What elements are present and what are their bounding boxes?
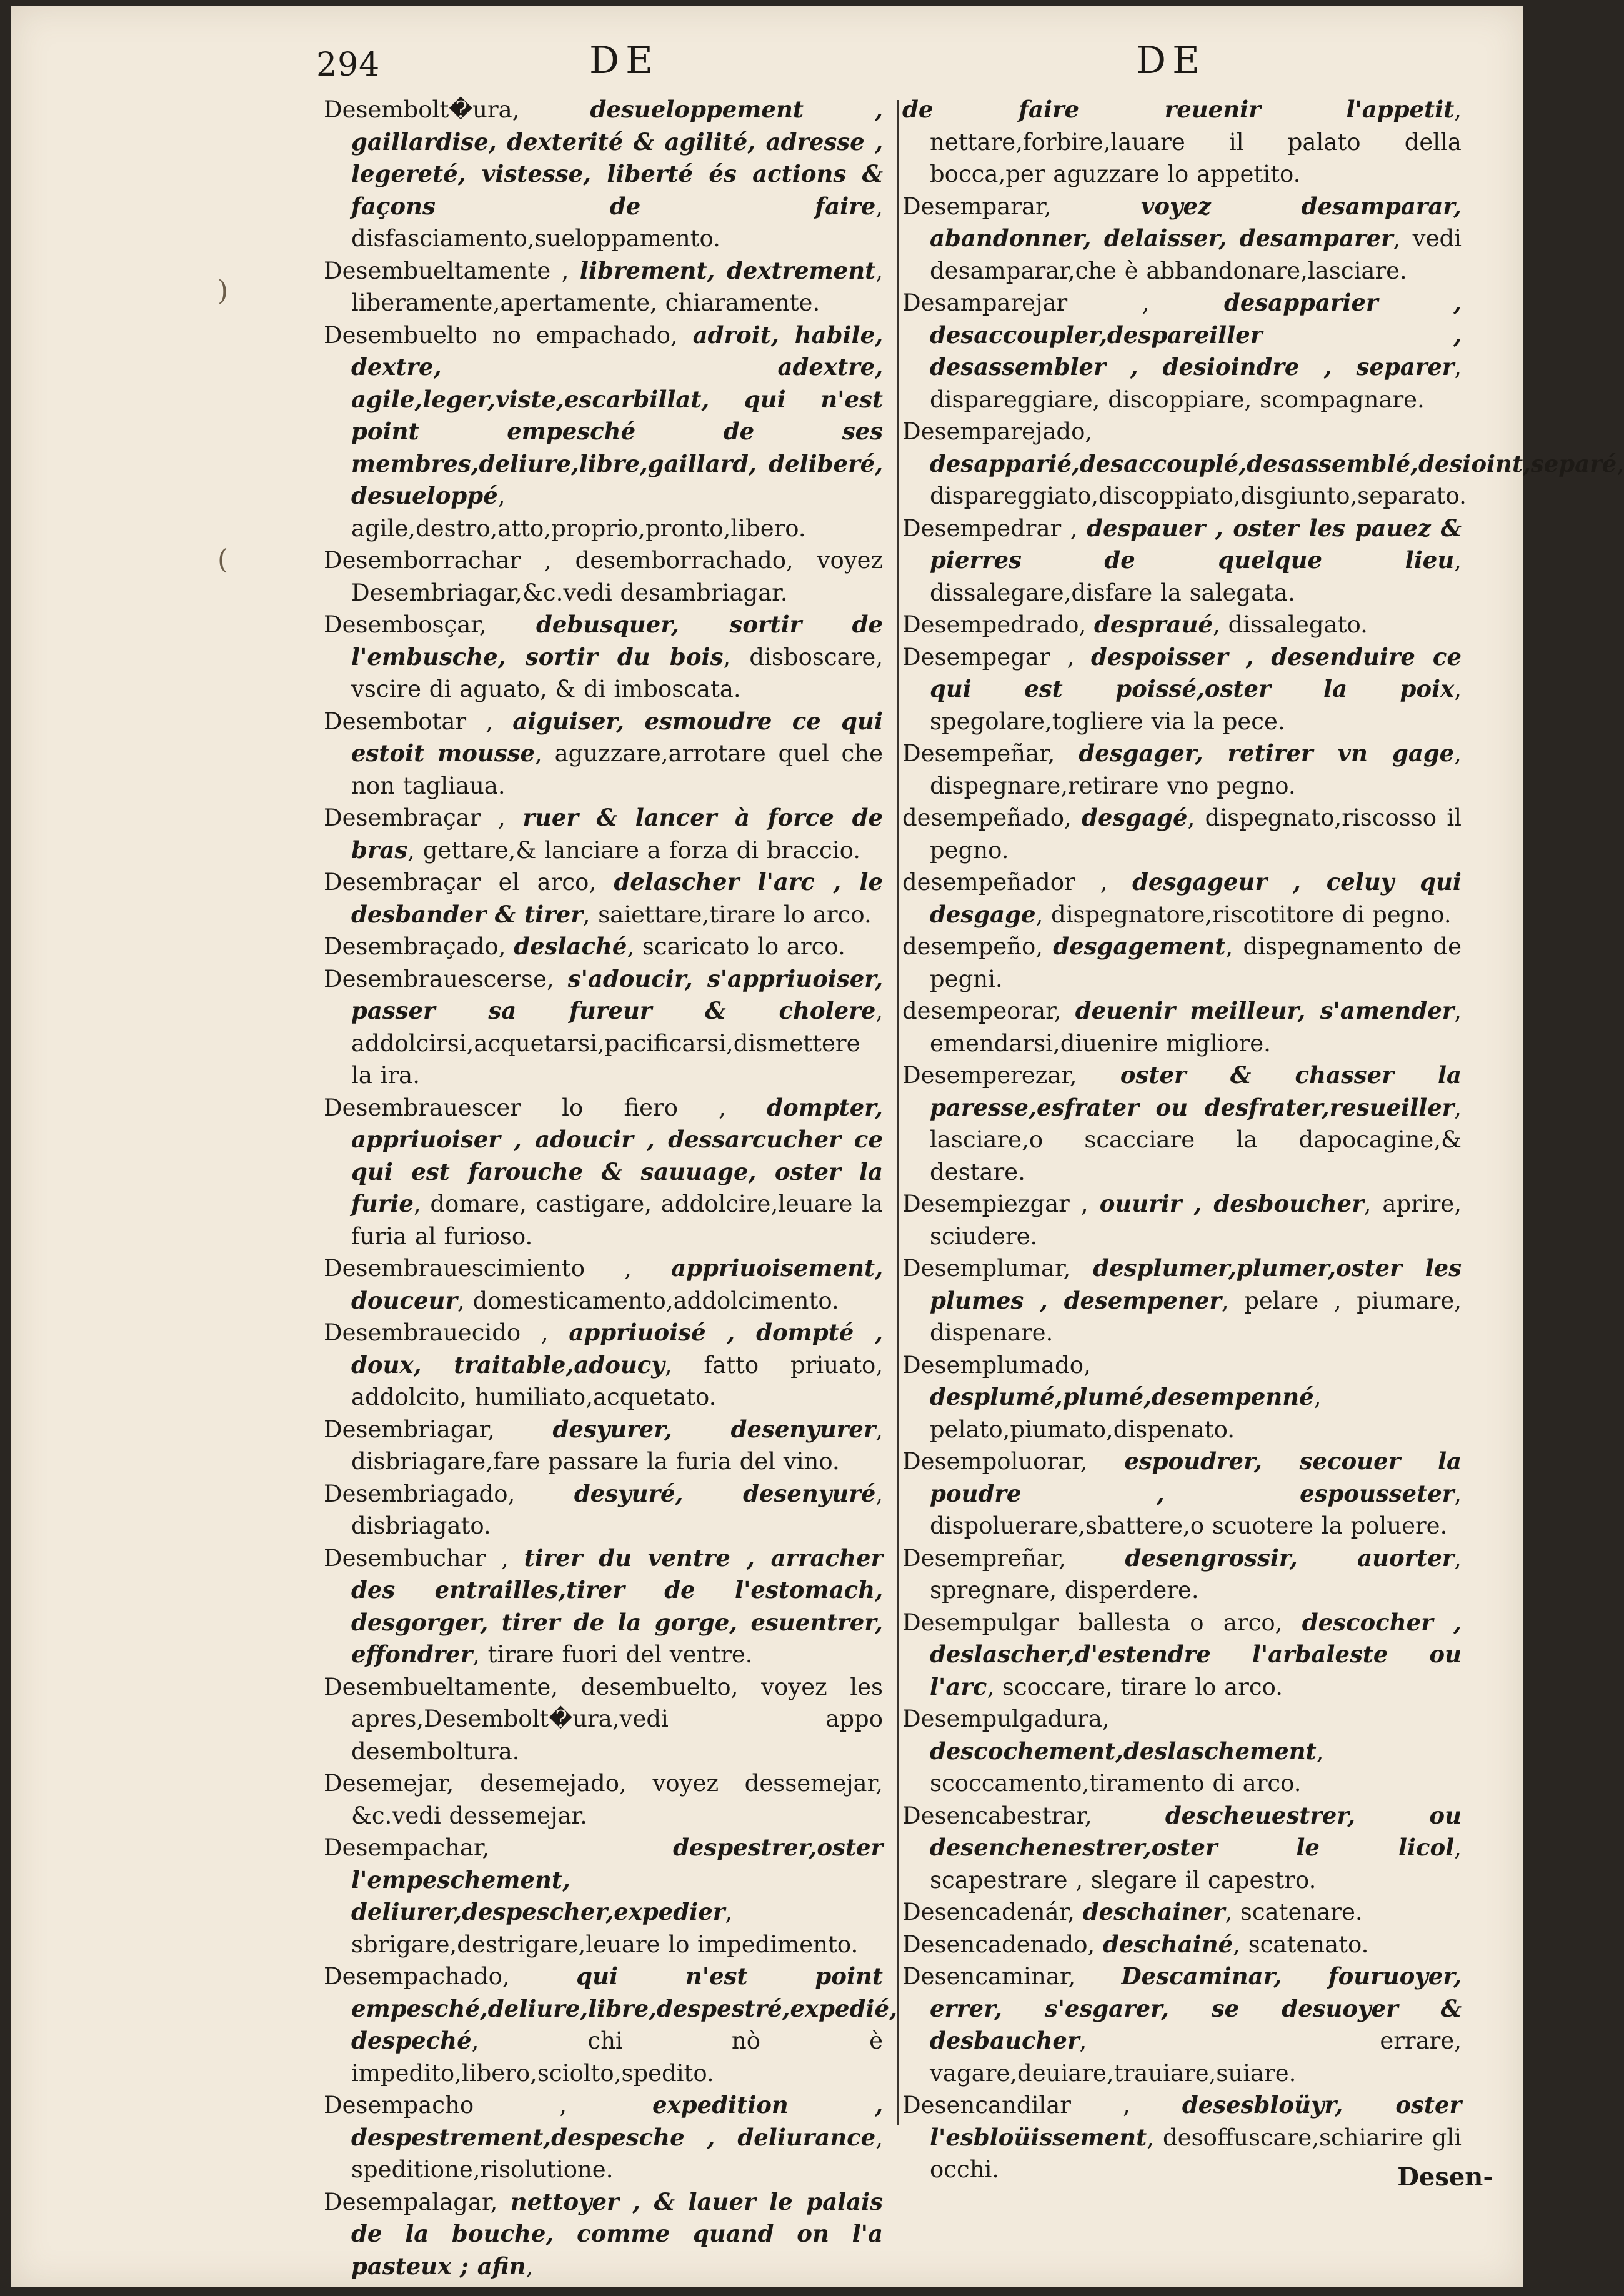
italian-gloss: vedi desamparar,che è abbandonare,lasciare.	[930, 225, 1462, 284]
dictionary-entry	[324, 1542, 883, 1671]
entry-headword: Desembrauescer lo fiero ,	[324, 1094, 726, 1121]
french-gloss: tirer du ventre , arracher des entrailles,tirer de l'estomach, desgorger, tirer de la gorge, esuentrer, effondrer ,	[351, 1544, 883, 1669]
french-gloss: deschainer ,	[1083, 1898, 1240, 1925]
italian-gloss: dispoluerare,sbattere,o scuotere la poluere.	[930, 1512, 1448, 1539]
entry-headword: Desempachado,	[324, 1963, 510, 1990]
margin-mark: (	[217, 544, 229, 576]
dictionary-entry	[324, 963, 883, 1092]
dictionary-entry	[902, 2089, 1462, 2186]
dictionary-entry	[902, 1059, 1462, 1188]
dictionary-entry	[902, 802, 1462, 866]
running-head-right: DE	[1136, 39, 1206, 82]
french-gloss: oster & chasser la paresse,esfrater ou desfrater,resueiller ,	[930, 1061, 1462, 1121]
dictionary-entry	[324, 2186, 883, 2283]
italian-gloss: gettare,& lanciare a forza di braccio.	[422, 836, 860, 864]
entry-headword: Desempoluorar,	[902, 1448, 1088, 1475]
italian-gloss: saiettare,tirare lo arco.	[598, 901, 872, 928]
dictionary-entry	[902, 1960, 1462, 2089]
french-gloss: desgagement ,	[1053, 932, 1243, 960]
italian-gloss: disboscare, vscire di aguato, & di imboscata.	[351, 643, 883, 702]
italian-gloss: spregnare, disperdere.	[930, 1577, 1199, 1604]
dictionary-entry	[324, 1252, 883, 1317]
dictionary-entry	[324, 94, 883, 255]
entry-headword: Desencadenár,	[902, 1899, 1075, 1925]
italian-gloss: disfasciamento,sueloppamento.	[351, 225, 720, 252]
italian-gloss: scatenato.	[1248, 1930, 1369, 1958]
dictionary-entry	[902, 287, 1462, 416]
french-gloss: dompter, appriuoiser , adoucir , dessarcucher ce qui est farouche & sauuage, oster la furie ,	[351, 1094, 883, 1218]
italian-gloss: disbriagare,fare passare la furia del vino.	[351, 1448, 840, 1475]
french-gloss: appriuoisé , dompté , doux, traitable,adoucy ,	[351, 1319, 883, 1379]
margin-mark: )	[217, 275, 229, 307]
french-gloss: qui n'est point empesché,deliure,libre,despestré,expedié, despeché ,	[351, 1962, 897, 2054]
dictionary-entry	[324, 1960, 897, 2089]
french-gloss: espoudrer, secouer la poudre , espousseter ,	[930, 1447, 1462, 1507]
dictionary-entry	[902, 931, 1462, 995]
italian-gloss: errare, vagare,deuiare,trauiare,suiare.	[930, 2027, 1462, 2087]
french-gloss: adroit, habile, dextre, adextre, agile,leger,viste,escarbillat, qui n'est point empesché de ses membres,deliure,libre,gaillard, deliberé, desueloppé ,	[351, 321, 883, 510]
italian-gloss: dissalegato.	[1228, 611, 1368, 638]
dictionary-entry	[902, 1896, 1462, 1929]
french-gloss: desplumer,plumer,oster les plumes , desempener ,	[930, 1254, 1462, 1314]
italian-gloss: disbriagato.	[351, 1512, 491, 1539]
french-gloss: aiguiser, esmoudre ce qui estoit mousse ,	[351, 707, 883, 767]
italian-gloss: scoccare, tirare lo arco.	[1002, 1673, 1283, 1700]
entry-headword: Desempiezgar ,	[902, 1190, 1088, 1217]
italian-gloss: dispegnatore,riscotitore di pegno.	[1051, 901, 1452, 928]
dictionary-entry	[324, 1832, 883, 1960]
italian-gloss: domare, castigare, addolcire,leuare la furia al furioso.	[351, 1190, 883, 1250]
dictionary-entry	[902, 1703, 1462, 1800]
entry-headword: desempeñado,	[902, 804, 1072, 831]
french-gloss: deschainé ,	[1103, 1930, 1248, 1958]
entry-headword: Desembueltamente ,	[324, 257, 569, 284]
entry-headword: Desempalagar,	[324, 2188, 498, 2215]
italian-gloss: dispareggiare, discoppiare, scompagnare.	[930, 386, 1425, 413]
dictionary-entry	[324, 1414, 883, 1478]
entry-headword: Desembriagado,	[324, 1480, 516, 1507]
entry-headword: Desempeñar,	[902, 740, 1055, 767]
entry-headword: Desemperezar,	[902, 1062, 1077, 1089]
entry-headword: Desembraçar el arco,	[324, 869, 597, 896]
italian-gloss: domesticamento,addolcimento.	[472, 1287, 839, 1314]
dictionary-entry	[902, 995, 1462, 1059]
italian-gloss: tirare fuori del ventre.	[487, 1641, 753, 1668]
entry-headword: desempeorar,	[902, 997, 1062, 1024]
italian-gloss: fatto priuato, addolcito, humiliato,acquetato.	[351, 1351, 883, 1410]
french-gloss: despraué ,	[1094, 611, 1228, 638]
dictionary-entry	[902, 866, 1462, 931]
italian-gloss: spegolare,togliere via la pece.	[930, 707, 1285, 735]
french-gloss: desengrossir, auorter ,	[1125, 1544, 1462, 1572]
entry-headword: Desembuchar ,	[324, 1544, 509, 1572]
dictionary-entry	[324, 1671, 883, 1768]
french-gloss: desesbloüyr, oster l'esbloüissement ,	[930, 2091, 1462, 2151]
french-gloss: ruer & lancer à force de bras ,	[351, 804, 883, 864]
italian-gloss: dispegnato,riscosso il pegno.	[930, 804, 1462, 864]
entry-headword: Desemplumar,	[902, 1255, 1071, 1282]
dictionary-entry	[324, 609, 883, 706]
entry-headword: Desempacho ,	[324, 2092, 567, 2119]
french-gloss: delascher l'arc , le desbander & tirer ,	[351, 868, 883, 928]
italian-gloss: speditione,risolutione.	[351, 2156, 614, 2183]
french-gloss: deuenir meilleur, s'amender ,	[1075, 997, 1462, 1024]
italian-gloss: desemborrachado, voyez Desembriagar,&c.vedi desambriagar.	[351, 547, 884, 606]
dictionary-entry	[902, 737, 1462, 802]
french-gloss: deslaché ,	[514, 932, 642, 960]
italian-gloss: aguzzare,arrotare quel che non tagliaua.	[351, 740, 883, 799]
entry-headword: Desamparejar ,	[902, 289, 1150, 316]
dictionary-entry	[902, 609, 1462, 641]
dictionary-entry	[902, 1800, 1462, 1897]
italian-gloss: pelato,piumato,dispenato.	[930, 1415, 1235, 1443]
dictionary-entry	[902, 191, 1462, 287]
french-gloss: desgager, retirer vn gage ,	[1079, 739, 1462, 767]
italian-gloss: lasciare,o scacciare la dapocagine,& destare.	[930, 1126, 1462, 1185]
dictionary-entry	[902, 512, 1462, 609]
entry-headword: Desempedrado,	[902, 611, 1087, 638]
dictionary-entry	[324, 1767, 883, 1832]
italian-gloss: emendarsi,diuenire migliore.	[930, 1029, 1271, 1057]
italian-gloss: scaricato lo arco.	[642, 933, 845, 960]
entry-headword: desempeño,	[902, 933, 1043, 960]
french-gloss: desapparié,desaccouplé,desassemblé,desioint,separé ,	[930, 450, 1624, 477]
italian-gloss: dissalegare,disfare la salegata.	[930, 579, 1295, 606]
book-page	[11, 6, 1617, 2287]
dictionary-entry	[902, 1188, 1462, 1252]
dictionary-entry	[324, 802, 883, 866]
entry-headword: Desemparar,	[902, 192, 1052, 220]
french-gloss: debusquer, sortir de l'embusche, sortir du bois ,	[351, 611, 883, 671]
french-gloss: despestrer,oster l'empeschement, deliurer,despescher,expedier ,	[351, 1834, 883, 1925]
french-gloss: expedition , despestrement,despesche , deliurance ,	[351, 2091, 883, 2151]
italian-gloss: liberamente,apertamente, chiaramente.	[351, 289, 820, 316]
entry-headword: Desemborrachar ,	[324, 547, 552, 574]
entry-headword: Desempulgadura,	[902, 1705, 1110, 1732]
french-gloss: despoisser , desenduire ce qui est poissé,oster la poix ,	[930, 643, 1462, 703]
dictionary-entry	[324, 866, 883, 931]
french-gloss: appriuoisement, douceur ,	[351, 1254, 883, 1314]
french-gloss: desapparier , desaccoupler,despareiller , desassembler , desioindre , separer ,	[930, 289, 1462, 381]
french-gloss: descheuestrer, ou desenchenestrer,oster le licol ,	[930, 1802, 1462, 1862]
italian-gloss: agile,destro,atto,proprio,pronto,libero.	[351, 514, 806, 542]
french-gloss: desueloppement , gaillardise, dexterité & agilité, adresse , legereté, vistesse, liberté és actions & façons de faire ,	[351, 96, 883, 220]
entry-headword: Desencaminar,	[902, 1963, 1076, 1990]
french-gloss: s'adoucir, s'appriuoiser, passer sa fureur & cholere ,	[351, 965, 883, 1025]
french-gloss: voyez desamparar, abandonner, delaisser, desamparer ,	[930, 192, 1462, 252]
dictionary-entry	[902, 416, 1617, 512]
french-gloss: despauer , oster les pauez & pierres de quelque lieu ,	[930, 514, 1462, 574]
french-gloss: desplumé,plumé,desempenné ,	[930, 1383, 1322, 1410]
entry-headword: Desempreñar,	[902, 1544, 1067, 1572]
dictionary-entry	[902, 1252, 1462, 1349]
italian-gloss: scapestrare , slegare il capestro.	[930, 1866, 1317, 1894]
dictionary-entry	[324, 319, 883, 545]
dictionary-entry	[324, 1478, 883, 1542]
french-gloss: ouurir , desboucher ,	[1100, 1190, 1383, 1217]
entry-headword: Desembueltamente,	[324, 1673, 559, 1700]
italian-gloss: sbrigare,destrigare,leuare lo impedimento.	[351, 1930, 859, 1958]
italian-gloss: dispareggiato,discoppiato,disgiunto,separato.	[930, 482, 1467, 509]
entry-headword: Desempulgar ballesta o arco,	[902, 1609, 1283, 1636]
entry-headword: Desembraçado,	[324, 933, 506, 960]
italian-gloss: desembuelto, voyez les apres,Desembolt�ura,vedi appo desemboltura.	[351, 1673, 883, 1765]
running-head-left: DE	[589, 39, 659, 82]
dictionary-entry	[902, 94, 1462, 191]
dictionary-entry	[324, 1317, 883, 1414]
dictionary-entry	[902, 1929, 1462, 1961]
entry-headword: Desempedrar ,	[902, 514, 1078, 542]
entry-headword: Desencabestrar,	[902, 1802, 1092, 1829]
entry-headword: Desembosçar,	[324, 611, 487, 638]
italian-gloss: desoffuscare,schiarire gli occhi.	[930, 2124, 1462, 2183]
column-divider	[897, 100, 899, 2125]
entry-headword: Desempegar ,	[902, 643, 1075, 671]
right-column	[902, 94, 1617, 2186]
dictionary-entry	[324, 2089, 883, 2186]
french-gloss: desgageur , celuy qui desgage ,	[930, 868, 1462, 928]
entry-headword: Desembraçar ,	[324, 804, 506, 831]
italian-gloss: desemejado, voyez dessemejar, &c.vedi dessemejar.	[351, 1770, 884, 1829]
running-header	[11, 34, 1523, 96]
entry-headword: Desemejar,	[324, 1770, 454, 1797]
dictionary-entry	[324, 1092, 883, 1253]
french-gloss: Descaminar, fouruoyer, errer, s'esgarer, se desuoyer & desbaucher ,	[930, 1962, 1462, 2054]
italian-gloss: dispegnare,retirare vno pegno.	[930, 772, 1296, 799]
dictionary-entry	[324, 931, 883, 963]
entry-headword: Desembrauescimiento ,	[324, 1255, 632, 1282]
page-number: 294	[316, 46, 381, 84]
dictionary-entry	[324, 706, 883, 802]
french-gloss: librement, dextrement ,	[580, 257, 883, 284]
entry-headword: Desembotar ,	[324, 707, 494, 735]
french-gloss: nettoyer , & lauer le palais de la bouche, comme quand on l'a pasteux ; afin ,	[351, 2188, 883, 2280]
french-gloss: desgagé ,	[1082, 804, 1205, 831]
dictionary-entry	[902, 1607, 1462, 1704]
french-gloss: desyurer, desenyurer ,	[553, 1415, 883, 1443]
italian-gloss: scatenare.	[1240, 1899, 1363, 1925]
italian-gloss: scoccamento,tiramento di arco.	[930, 1770, 1302, 1797]
italian-gloss: pelare , piumare, dispenare.	[930, 1287, 1462, 1346]
dictionary-entry	[902, 641, 1462, 738]
french-gloss: desyuré, desenyuré ,	[574, 1480, 883, 1507]
italian-gloss: chi nò è impedito,libero,sciolto,spedito.	[351, 2027, 883, 2087]
entry-headword: Desembrauescerse,	[324, 965, 554, 992]
italian-gloss: addolcirsi,acquetarsi,pacificarsi,dismettere la ira.	[351, 1029, 860, 1089]
italian-gloss: dispegnamento de pegni.	[930, 933, 1462, 992]
entry-headword: desempeñador ,	[902, 869, 1108, 896]
entry-headword: Desembuelto no empachado,	[324, 321, 678, 349]
italian-gloss: aprire, sciudere.	[930, 1190, 1462, 1250]
entry-headword: Desembolt�ura,	[324, 96, 520, 123]
entry-headword: Desencandilar ,	[902, 2092, 1130, 2119]
entry-headword: Desemparejado,	[902, 418, 1093, 445]
italian-gloss: nettare,forbire,lauare il palato della bocca,per aguzzare lo appetito.	[930, 128, 1462, 187]
entry-headword: Desempachar,	[324, 1834, 490, 1861]
dictionary-entry	[324, 255, 883, 319]
entry-headword: Desembrauecido ,	[324, 1319, 549, 1346]
dictionary-entry	[902, 1445, 1462, 1542]
entry-headword: Desemplumado,	[902, 1351, 1091, 1379]
dictionary-entry	[902, 1542, 1462, 1607]
french-gloss: descochement,deslaschement ,	[930, 1737, 1324, 1765]
catchword: Desen-	[1397, 2162, 1493, 2192]
dictionary-entry	[324, 544, 883, 609]
entry-headword: Desencadenado,	[902, 1930, 1095, 1958]
french-gloss: descocher , deslascher,d'estendre l'arbaleste ou l'arc ,	[930, 1609, 1462, 1700]
french-gloss: de faire reuenir l'appetit ,	[902, 96, 1462, 123]
dictionary-entry	[902, 1349, 1462, 1446]
entry-headword: Desembriagar,	[324, 1415, 495, 1443]
left-column	[324, 94, 897, 2282]
